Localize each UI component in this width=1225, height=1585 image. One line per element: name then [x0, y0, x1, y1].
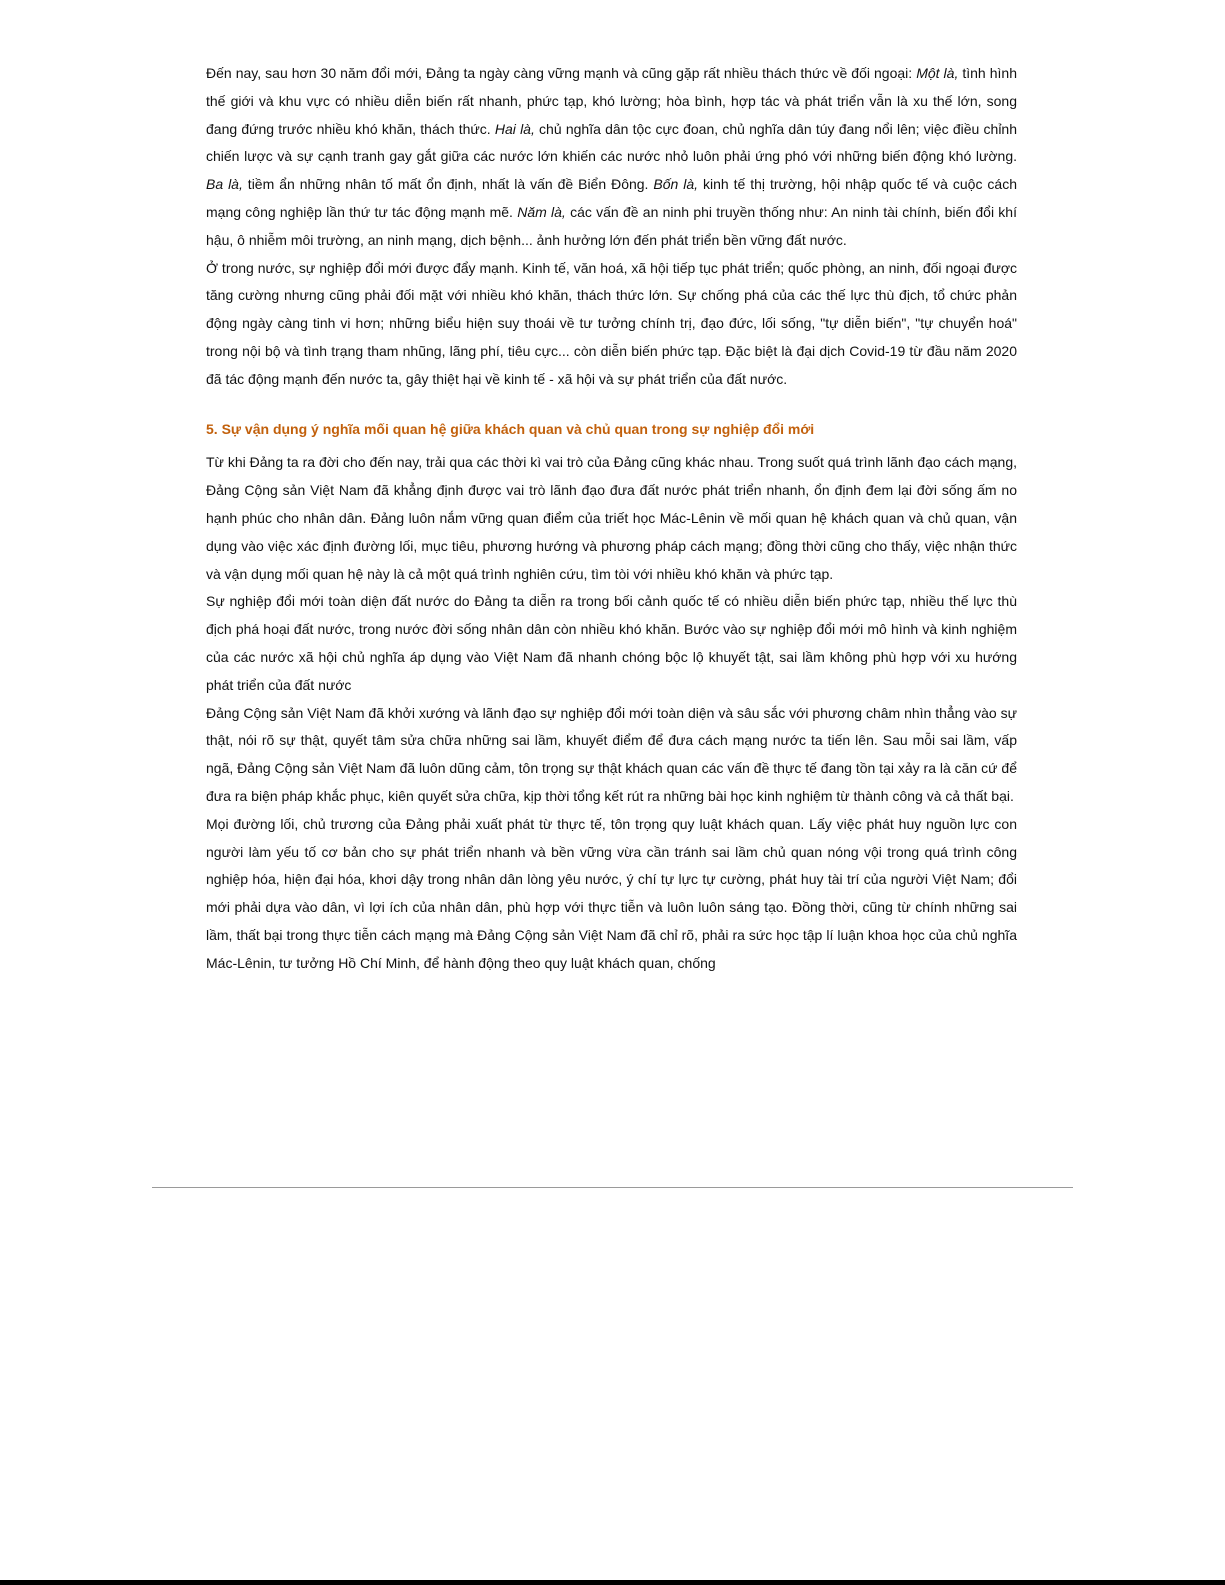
- text-run: tiềm ẩn những nhân tố mất ổn định, nhất là vấn đề Biển Đông.: [242, 176, 654, 193]
- italic-marker-nam-la: Năm là,: [517, 203, 566, 220]
- text-run: kinh tế thị trường, hội nhập quốc tế và cuộc cách mạng công nghiệp lần thứ tư tác động mạnh mẽ.: [206, 176, 1017, 220]
- text-run: chủ nghĩa dân tộc cực đoan, chủ nghĩa dân túy đang nổi lên; việc điều chỉnh chiến lược và sự cạnh tranh gay gắt giữa các nước lớn khiến các nước nhỏ luôn phải ứng phó với những biến động khó lường.: [206, 120, 1018, 165]
- italic-marker-bon-la: Bốn là,: [653, 176, 699, 193]
- text-run: Đến nay, sau hơn 30 năm đổi mới, Đảng ta ngày càng vững mạnh và cũng gặp rất nhiều thách thức về đối ngoại:: [206, 65, 917, 81]
- paragraph-renovation-context: Sự nghiệp đổi mới toàn diện đất nước do Đảng ta diễn ra trong bối cảnh quốc tế có nhiều diễn biến phức tạp, nhiều thế lực thù địch phá hoại đất nước, trong nước đời sống nhân dân còn nhiều khó khăn. Bước vào sự nghiệp đổi mới mô hình và kinh nghiệm của các nước xã hội chủ nghĩa áp dụng vào Việt Nam đã nhanh chóng bộc lộ khuyết tật, sai lầm không phù hợp với xu hướng phát triển của đất nước: [206, 593, 1017, 693]
- document-body: [206, 60, 1017, 978]
- italic-marker-hai-la: Hai là,: [494, 120, 535, 137]
- italic-marker-ba-la: Ba là,: [206, 176, 243, 193]
- text-run: tình hình thế giới và khu vực có nhiều diễn biến rất nhanh, phức tạp, khó lường; hòa bình, hợp tác và phát triển vẫn là xu thế lớn, song đang đứng trước nhiều khó khăn, thách thức.: [206, 65, 1017, 137]
- text-run: các vấn đề an ninh phi truyền thống như: An ninh tài chính, biến đổi khí hậu, ô nhiễm môi trường, an ninh mạng, dịch bệnh... ảnh hưởng lớn đến phát triển bền vững đất nước.: [206, 203, 1017, 248]
- paragraph-renovation-leadership: Đảng Cộng sản Việt Nam đã khởi xướng và lãnh đạo sự nghiệp đổi mới toàn diện và sâu sắc với phương châm nhìn thẳng vào sự thật, nói rõ sự thật, quyết tâm sửa chữa những sai lầm, khuyết điểm để đưa cách mạng nước ta tiến lên. Sau mỗi sai lầm, vấp ngã, Đảng Cộng sản Việt Nam đã luôn dũng cảm, tôn trọng sự thật khách quan các vấn đề thực tế đang tồn tại xảy ra là căn cứ để đưa ra biện pháp khắc phục, kiên quyết sửa chữa, kịp thời tổng kết rút ra những bài học kinh nghiệm từ thành công và cả thất bại.: [206, 704, 1017, 804]
- italic-marker-mot-la: Một là,: [916, 65, 959, 81]
- paragraph-party-role: Từ khi Đảng ta ra đời cho đến nay, trải qua các thời kì vai trò của Đảng cũng khác nhau. Trong suốt quá trình lãnh đạo cách mạng, Đảng Cộng sản Việt Nam đã khẳng định được vai trò lãnh đạo đưa đất nước phát triển nhanh, ổn định đem lại đời sống ấm no hạnh phúc cho nhân dân. Đảng luôn nắm vững quan điểm của triết học Mác-Lênin về mối quan hệ khách quan và chủ quan, vận dụng vào việc xác định đường lối, mục tiêu, phương hướng và phương pháp cách mạng; đồng thời cũng cho thấy, việc nhận thức và vận dụng mối quan hệ này là cả một quá trình nghiên cứu, tìm tòi với nhiều khó khăn và phức tạp.: [206, 454, 1017, 582]
- page-divider: [152, 1187, 1073, 1188]
- section-heading: 5. Sự vận dụng ý nghĩa mối quan hệ giữa khách quan và chủ quan trong sự nghiệp đổi mới: [206, 420, 815, 437]
- paragraph-policy-principles: Mọi đường lối, chủ trương của Đảng phải xuất phát từ thực tế, tôn trọng quy luật khách quan. Lấy việc phát huy nguồn lực con người làm yếu tố cơ bản cho sự phát triển nhanh và bền vững vừa cần tránh sai lầm chủ quan nóng vội trong quá trình công nghiệp hóa, hiện đại hóa, khơi dậy trong nhân dân lòng yêu nước, ý chí tự lực tự cường, phát huy tài trí của người Việt Nam; đổi mới phải dựa vào dân, vì lợi ích của nhân dân, phù hợp với thực tiễn và luôn luôn sáng tạo. Đồng thời, cũng từ chính những sai lầm, thất bại trong thực tiễn cách mạng mà Đảng Cộng sản Việt Nam đã chỉ rõ, phải ra sức học tập lí luận khoa học của chủ nghĩa Mác-Lênin, tư tưởng Hồ Chí Minh, để hành động theo quy luật khách quan, chống: [206, 815, 1017, 971]
- paragraph-external-challenges: [206, 60, 1017, 255]
- bottom-edge-rule: [0, 1580, 1225, 1585]
- paragraph-domestic-situation: Ở trong nước, sự nghiệp đổi mới được đẩy mạnh. Kinh tế, văn hoá, xã hội tiếp tục phát triển; quốc phòng, an ninh, đối ngoại được tăng cường nhưng cũng phải đối mặt với nhiều khó khăn, thách thức lớn. Sự chống phá của các thế lực thù địch, tổ chức phản động ngày càng tinh vi hơn; những biểu hiện suy thoái về tư tưởng chính trị, đạo đức, lối sống, "tự diễn biến", "tự chuyển hoá" trong nội bộ và tình trạng tham nhũng, lãng phí, tiêu cực... còn diễn biến phức tạp. Đặc biệt là đại dịch Covid-19 từ đầu năm 2020 đã tác động mạnh đến nước ta, gây thiệt hại về kinh tế - xã hội và sự phát triển của đất nước.: [206, 259, 1017, 387]
- section-body: [206, 449, 1017, 977]
